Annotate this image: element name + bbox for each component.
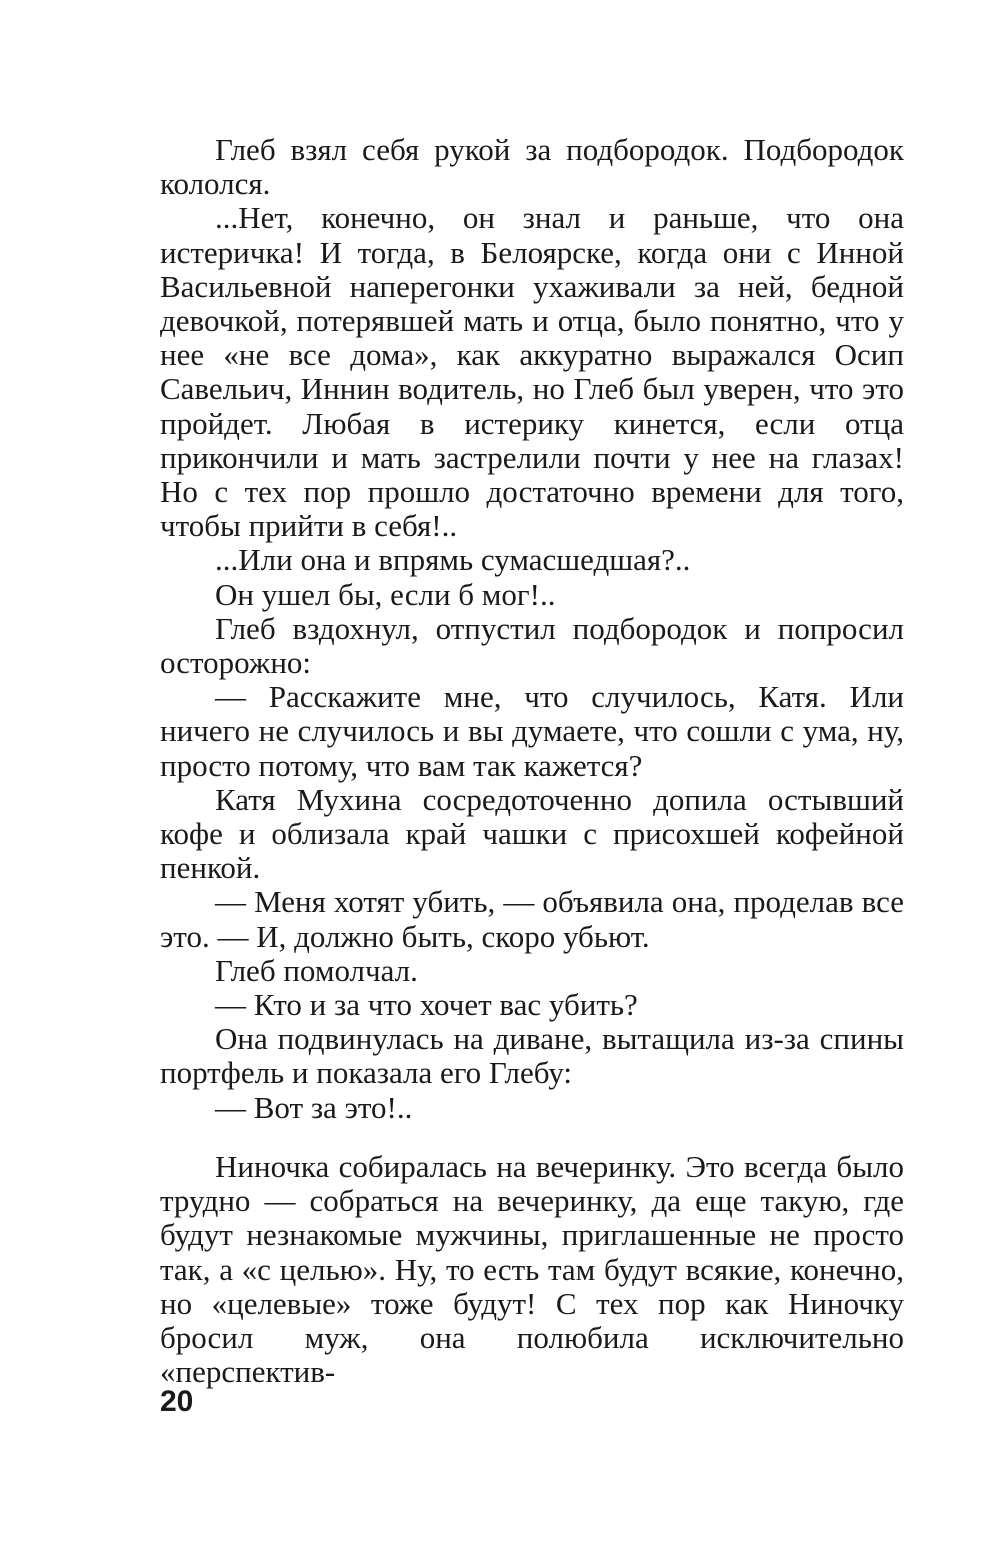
paragraph: Глеб взял себя рукой за подбородок. Подбородок кололся. [160,132,904,202]
page-number: 20 [160,1385,194,1418]
paragraph: — Меня хотят убить, — объявила она, проделав все это. — И, должно быть, скоро убьют. [160,884,904,954]
paragraph: — Кто и за что хочет вас убить? [215,987,638,1023]
paragraph: Ниночка собиралась на вечеринку. Это всегда было трудно — собраться на вечеринку, да еще такую, где будут незнакомые мужчины, приглашенные не просто так, а «с целью». Ну, то есть там будут всякие, конечно, но «целевые» тоже будут! С тех пор как Ниночку бросил муж, она полюбила исключительно «перспектив- [160,1149,904,1390]
paragraph: ...Или она и впрямь сумасшедшая?.. [215,542,691,578]
paragraph: Он ушел бы, если б мог!.. [215,576,556,612]
text-section-two [160,1150,904,1389]
paragraph: — Расскажите мне, что случилось, Катя. Или ничего не случилось и вы думаете, что сошли с ума, ну, просто потому, что вам так кажется? [160,679,904,783]
paragraph: ...Нет, конечно, он знал и раньше, что она истеричка! И тогда, в Белоярске, когда они с Инной Васильевной наперегонки ухаживали за ней, бедной девочкой, потерявшей мать и отца, было понятно, что у нее «не все дома», как аккуратно выражался Осип Савельич, Иннин водитель, но Глеб был уверен, что это пройдет. Любая в истерику кинется, если отца прикончили и мать застрелили почти у нее на глазах! Но с тех пор прошло достаточно времени для того, чтобы прийти в себя!.. [160,200,904,544]
paragraph: Катя Мухина сосредоточенно допила остывший кофе и облизала край чашки с присохшей кофейной пенкой. [160,781,904,886]
paragraph: — Вот за это!.. [215,1089,413,1125]
paragraph: Она подвинулась на диване, вытащила из-за спины портфель и показала его Глебу: [160,1021,904,1091]
paragraph: Глеб помолчал. [215,952,418,988]
paragraph: Глеб вздохнул, отпустил подбородок и попросил осторожно: [160,610,904,681]
text-section-one [160,133,904,1125]
